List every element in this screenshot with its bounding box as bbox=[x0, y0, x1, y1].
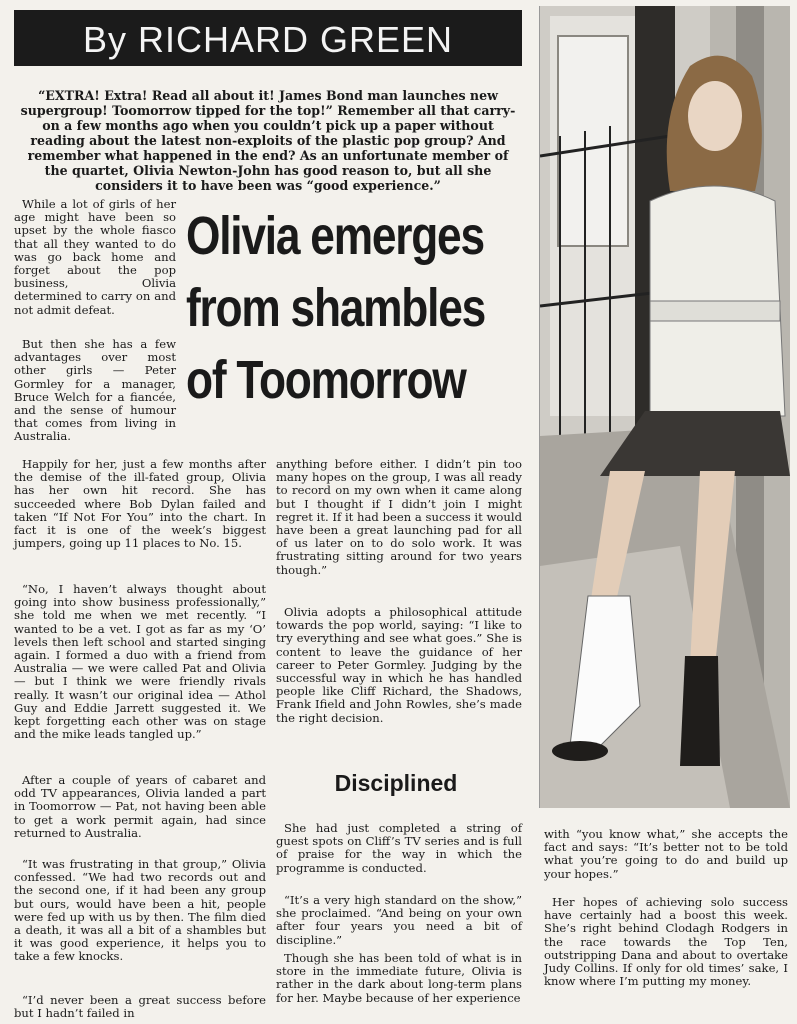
col1-paragraph-7: “I’d never been a great success before but I hadn’t failed in bbox=[14, 993, 266, 1021]
col1-paragraph-3: Happily for her, just a few months after the demise of the ill-fated group, Olivia has her own hit record. She has succeeded where Bob Dylan failed and taken “If Not For You” into the chart. In fact it is one of the week’s biggest jumpers, going up 11 places to No. 15. bbox=[14, 457, 266, 551]
col2-paragraph-2: Olivia adopts a philosophical attitude towards the pop world, saying: “I like to try everything and see what goes.” She is content to leave the guidance of her career to Peter Gormley. Judging by the successful way in which he has handled people like Cliff Richard, the Shadows, Frank Ifield and John Rowles, she’s made the right decision. bbox=[276, 605, 522, 725]
col1-paragraph-4: “No, I haven’t always thought about going into show business professionally,” she told me when we met recently. “I wanted to be a vet. I got as far as my ‘O’ levels then left school and started singing again. I formed a duo with a friend from Australia — we were called Pat and Olivia — but I think we were friendly rivals really. It wasn’t our original idea — Athol Guy and Eddie Jarrett suggested it. We kept forgetting each other was on stage and the mike leads tangled up.” bbox=[14, 582, 266, 742]
col1-paragraph-2: But then she has a few advantages over most other girls — Peter Gormley for a manager, Bruce Welch for a fiancée, and the sense of humour that comes from living in Australia. bbox=[14, 337, 176, 444]
col1-paragraph-5: After a couple of years of cabaret and odd TV appearances, Olivia landed a part in Toomorrow — Pat, not having been able to get a work permit again, had since returned to Australia. bbox=[14, 773, 266, 840]
intro-paragraph: “EXTRA! Extra! Read all about it! James Bond man launches new supergroup! Toomorrow tipped for the top!” Remember all that carry-on a few months ago when you couldn’t pick up a paper without reading about the latest non-exploits of the plastic pop group? And remember what happened in the end? As an unfortunate member of the quartet, Olivia Newton-John has good reason to, but all she considers it to have been was “good experience.” bbox=[20, 88, 516, 193]
col2-paragraph-3: She had just completed a string of guest spots on Cliff’s TV series and is full of praise for the way in which the programme is conducted. bbox=[276, 821, 522, 875]
headline-line-2: from shambles bbox=[186, 278, 485, 338]
photo-illustration bbox=[540, 6, 790, 808]
olivia-photo bbox=[539, 6, 790, 808]
col2-paragraph-5: Though she has been told of what is in store in the immediate future, Olivia is rather in the dark about long-term plans for her. Maybe because of her experience bbox=[276, 951, 522, 1005]
col3-paragraph-1: with “you know what,” she accepts the fact and says: “It’s better not to be told what you’re going to do and build up your hopes.” bbox=[544, 827, 788, 881]
headline-line-1: Olivia emerges bbox=[186, 206, 484, 266]
col2-paragraph-1: anything before either. I didn’t pin too many hopes on the group, I was all ready to record on my own when it came along but I thought if I didn’t join I might regret it. If it had been a success it would have been a great launching pad for all of us later on to do solo work. It was frustrating sitting around for two years though.” bbox=[276, 457, 522, 577]
byline-text: By RICHARD GREEN bbox=[82, 19, 454, 60]
col3-paragraph-2: Her hopes of achieving solo success have certainly had a boost this week. She’s right behind Clodagh Rodgers in the race towards the Top Ten, outstripping Dana and about to overtake Judy Collins. If only for old times’ sake, I know where I’m putting my money. bbox=[544, 895, 788, 989]
col1-paragraph-1: While a lot of girls of her age might have been so upset by the whole fiasco that all they wanted to do was go back home and forget about the pop business, Olivia determined to carry on and not admit defeat. bbox=[14, 197, 176, 317]
byline-banner bbox=[14, 10, 522, 66]
col1-paragraph-6: “It was frustrating in that group,” Olivia confessed. “We had two records out and the second one, if it had been any group but ours, would have been a hit, people were fed up with us by then. The film died a death, it was all a bit of a shambles but it was good experience, it helps you to take a few knocks. bbox=[14, 857, 266, 964]
col2-paragraph-4: “It’s a very high standard on the show,” she proclaimed. “And being on your own after four years you need a bit of discipline.” bbox=[276, 893, 522, 947]
subhead-disciplined: Disciplined bbox=[334, 770, 458, 796]
headline bbox=[186, 200, 485, 416]
headline-line-3: of Toomorrow bbox=[186, 350, 466, 410]
